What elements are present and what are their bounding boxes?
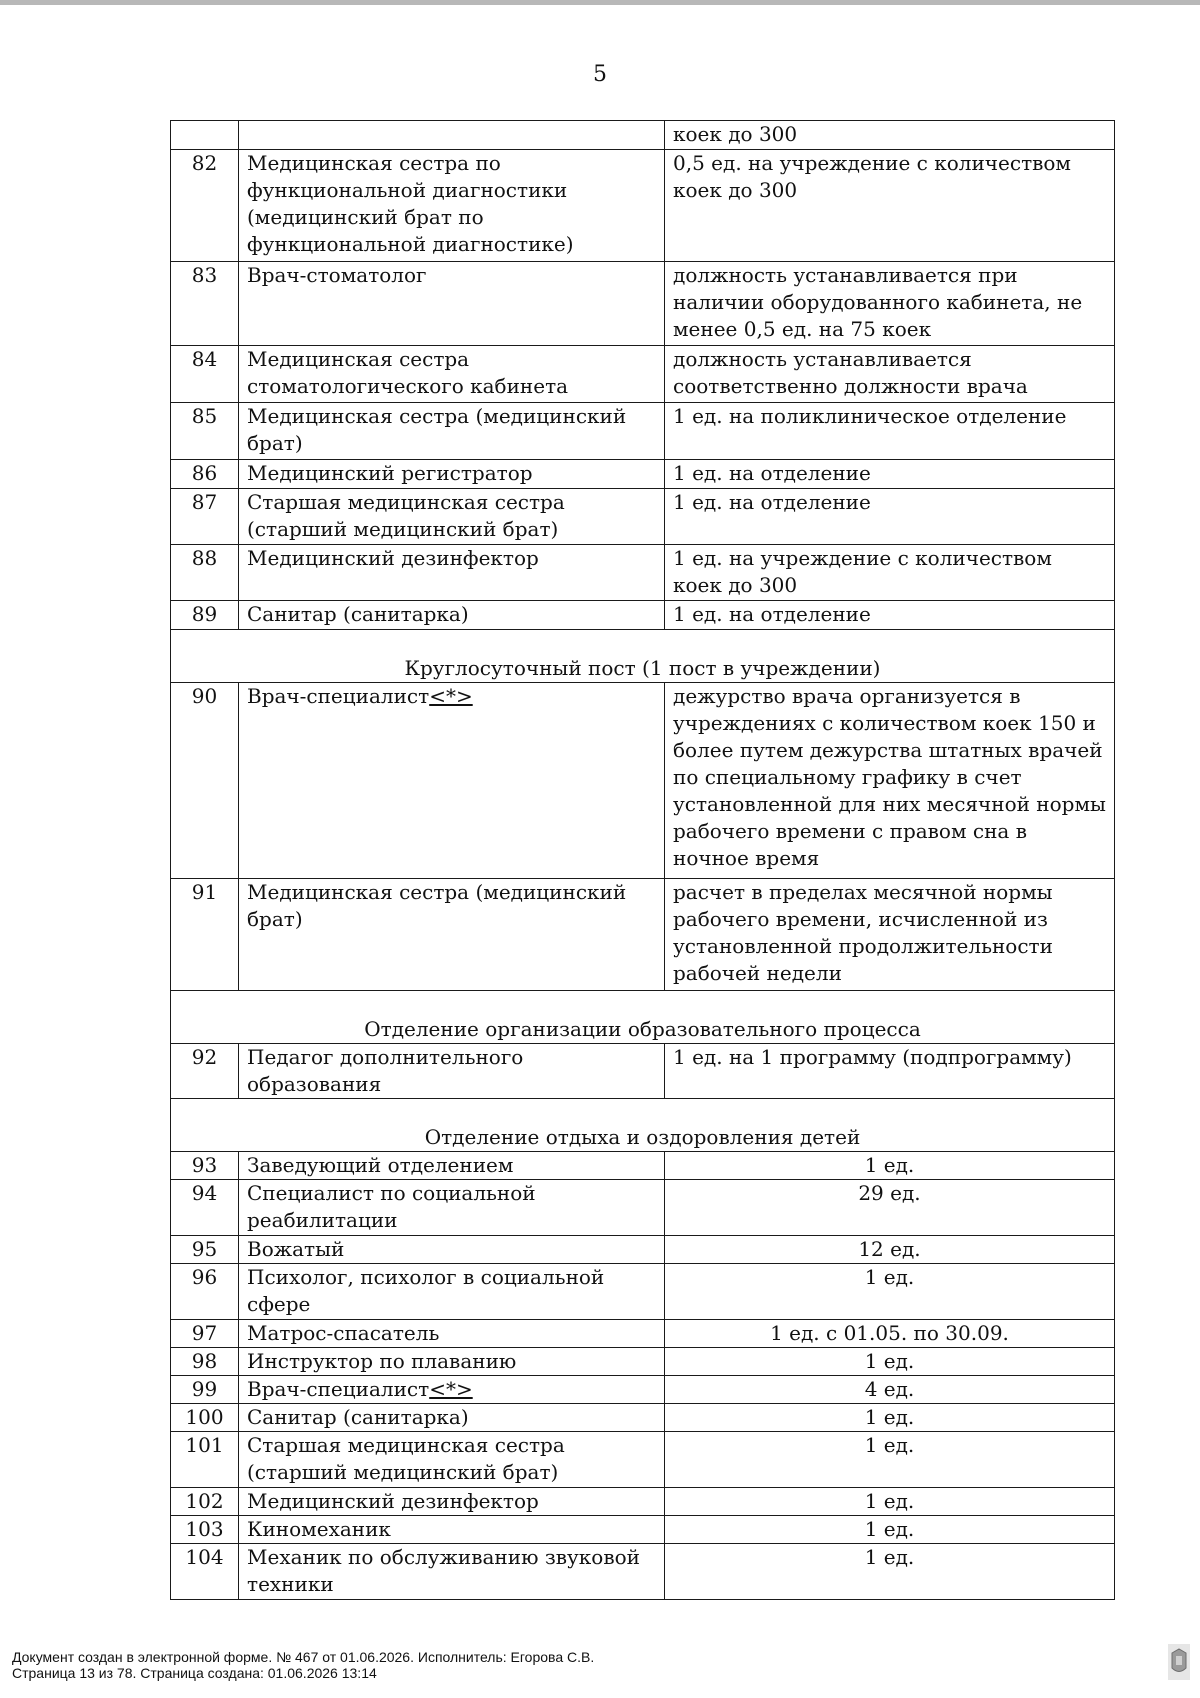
position-name: Старшая медицинская сестра (старший медицинский брат) bbox=[239, 489, 665, 545]
position-name bbox=[239, 121, 665, 150]
table-row bbox=[171, 1180, 1115, 1236]
table-row bbox=[171, 683, 1115, 879]
row-number: 102 bbox=[171, 1488, 239, 1516]
staff-norm: 1 ед. bbox=[665, 1544, 1115, 1600]
row-number: 98 bbox=[171, 1348, 239, 1376]
row-number: 95 bbox=[171, 1236, 239, 1264]
table-row bbox=[171, 1348, 1115, 1376]
position-name: Медицинская сестра (медицинский брат) bbox=[239, 879, 665, 991]
position-name: Заведующий отделением bbox=[239, 1152, 665, 1180]
row-number: 90 bbox=[171, 683, 239, 879]
position-name: Медицинская сестра по функциональной диагностики (медицинский брат по функциональной диагностике) bbox=[239, 150, 665, 262]
staff-norm: 1 ед. на отделение bbox=[665, 460, 1115, 489]
table-row bbox=[171, 1544, 1115, 1600]
row-number: 92 bbox=[171, 1044, 239, 1099]
staff-norm: расчет в пределах месячной нормы рабочего времени, исчисленной из установленной продолжительности рабочей недели bbox=[665, 879, 1115, 991]
staff-norm: 1 ед. bbox=[665, 1152, 1115, 1180]
staff-norm: 1 ед. на 1 программу (подпрограмму) bbox=[665, 1044, 1115, 1099]
position-name: Медицинский дезинфектор bbox=[239, 545, 665, 601]
table-row bbox=[171, 150, 1115, 262]
position-name: Старшая медицинская сестра (старший медицинский брат) bbox=[239, 1432, 665, 1488]
staffing-table bbox=[170, 120, 1115, 1600]
staff-norm: коек до 300 bbox=[665, 121, 1115, 150]
table-row bbox=[171, 1488, 1115, 1516]
footer-document-info: Документ создан в электронной форме. № 467 от 01.06.2026. Исполнитель: Егорова С.В. bbox=[12, 1649, 595, 1665]
row-number: 87 bbox=[171, 489, 239, 545]
document-footer bbox=[12, 1649, 594, 1681]
position-name: Киномеханик bbox=[239, 1516, 665, 1544]
table-row bbox=[171, 1236, 1115, 1264]
staff-norm: 1 ед. на отделение bbox=[665, 489, 1115, 545]
section-row bbox=[171, 630, 1115, 683]
crest-icon bbox=[1168, 1644, 1190, 1680]
table-row bbox=[171, 346, 1115, 403]
table-row bbox=[171, 1152, 1115, 1180]
position-name: Медицинская сестра стоматологического кабинета bbox=[239, 346, 665, 403]
table-row bbox=[171, 1432, 1115, 1488]
row-number: 96 bbox=[171, 1264, 239, 1320]
position-name: Матрос-спасатель bbox=[239, 1320, 665, 1348]
staff-norm: 4 ед. bbox=[665, 1376, 1115, 1404]
table-row bbox=[171, 403, 1115, 460]
table-row bbox=[171, 1376, 1115, 1404]
footnote-link[interactable]: <*> bbox=[429, 684, 473, 708]
row-number: 101 bbox=[171, 1432, 239, 1488]
staff-norm: 1 ед. bbox=[665, 1516, 1115, 1544]
table-row bbox=[171, 879, 1115, 991]
section-row bbox=[171, 991, 1115, 1044]
footer-page-info: Страница 13 из 78. Страница создана: 01.06.2026 13:14 bbox=[12, 1665, 377, 1681]
position-name: Медицинский дезинфектор bbox=[239, 1488, 665, 1516]
table-row bbox=[171, 489, 1115, 545]
section-row bbox=[171, 1099, 1115, 1152]
staff-norm: должность устанавливается при наличии оборудованного кабинета, не менее 0,5 ед. на 75 коек bbox=[665, 262, 1115, 346]
section-title-post: Круглосуточный пост (1 пост в учреждении) bbox=[171, 630, 1115, 683]
position-name: Инструктор по плаванию bbox=[239, 1348, 665, 1376]
staff-norm: дежурство врача организуется в учреждениях с количеством коек 150 и более путем дежурства штатных врачей по специальному графику в счет установленной для них месячной нормы рабочего времени с правом сна в ночное время bbox=[665, 683, 1115, 879]
position-name: Специалист по социальной реабилитации bbox=[239, 1180, 665, 1236]
row-number: 82 bbox=[171, 150, 239, 262]
position-name: Вожатый bbox=[239, 1236, 665, 1264]
scan-edge bbox=[0, 0, 1200, 5]
position-name: Психолог, психолог в социальной сфере bbox=[239, 1264, 665, 1320]
row-number: 103 bbox=[171, 1516, 239, 1544]
footnote-link[interactable]: <*> bbox=[429, 1377, 473, 1401]
table-row bbox=[171, 121, 1115, 150]
position-name: Санитар (санитарка) bbox=[239, 1404, 665, 1432]
staff-norm: должность устанавливается соответственно должности врача bbox=[665, 346, 1115, 403]
table-row bbox=[171, 545, 1115, 601]
row-number: 91 bbox=[171, 879, 239, 991]
position-name: Педагог дополнительного образования bbox=[239, 1044, 665, 1099]
staff-norm: 1 ед. bbox=[665, 1264, 1115, 1320]
position-name bbox=[239, 683, 665, 879]
table-row bbox=[171, 1516, 1115, 1544]
position-name: Санитар (санитарка) bbox=[239, 601, 665, 630]
staff-norm: 1 ед. на отделение bbox=[665, 601, 1115, 630]
table-row bbox=[171, 1320, 1115, 1348]
table-row bbox=[171, 1404, 1115, 1432]
row-number: 85 bbox=[171, 403, 239, 460]
position-name: Медицинский регистратор bbox=[239, 460, 665, 489]
row-number: 84 bbox=[171, 346, 239, 403]
staff-norm: 0,5 ед. на учреждение с количеством коек до 300 bbox=[665, 150, 1115, 262]
row-number: 104 bbox=[171, 1544, 239, 1600]
table-row bbox=[171, 1264, 1115, 1320]
row-number: 99 bbox=[171, 1376, 239, 1404]
position-name: Врач-стоматолог bbox=[239, 262, 665, 346]
staff-norm: 12 ед. bbox=[665, 1236, 1115, 1264]
row-number: 83 bbox=[171, 262, 239, 346]
row-number: 97 bbox=[171, 1320, 239, 1348]
row-number: 86 bbox=[171, 460, 239, 489]
staff-norm: 29 ед. bbox=[665, 1180, 1115, 1236]
row-number: 88 bbox=[171, 545, 239, 601]
position-name: Медицинская сестра (медицинский брат) bbox=[239, 403, 665, 460]
page-number: 5 bbox=[593, 62, 607, 87]
staff-norm: 1 ед. bbox=[665, 1348, 1115, 1376]
table-row bbox=[171, 460, 1115, 489]
position-name: Механик по обслуживанию звуковой техники bbox=[239, 1544, 665, 1600]
table-row bbox=[171, 601, 1115, 630]
staff-norm: 1 ед. bbox=[665, 1432, 1115, 1488]
staff-norm: 1 ед. с 01.05. по 30.09. bbox=[665, 1320, 1115, 1348]
row-number: 89 bbox=[171, 601, 239, 630]
position-name bbox=[239, 1376, 665, 1404]
staff-norm: 1 ед. bbox=[665, 1404, 1115, 1432]
section-title-edu: Отделение организации образовательного процесса bbox=[171, 991, 1115, 1044]
position-label: Врач-специалист bbox=[247, 684, 430, 708]
section-title-rest: Отделение отдыха и оздоровления детей bbox=[171, 1099, 1115, 1152]
table-row bbox=[171, 1044, 1115, 1099]
staff-norm: 1 ед. на поликлиническое отделение bbox=[665, 403, 1115, 460]
row-number: 100 bbox=[171, 1404, 239, 1432]
position-label: Врач-специалист bbox=[247, 1377, 430, 1401]
staff-norm: 1 ед. на учреждение с количеством коек до 300 bbox=[665, 545, 1115, 601]
table-row bbox=[171, 262, 1115, 346]
row-number: 93 bbox=[171, 1152, 239, 1180]
row-number: 94 bbox=[171, 1180, 239, 1236]
staff-norm: 1 ед. bbox=[665, 1488, 1115, 1516]
row-number bbox=[171, 121, 239, 150]
